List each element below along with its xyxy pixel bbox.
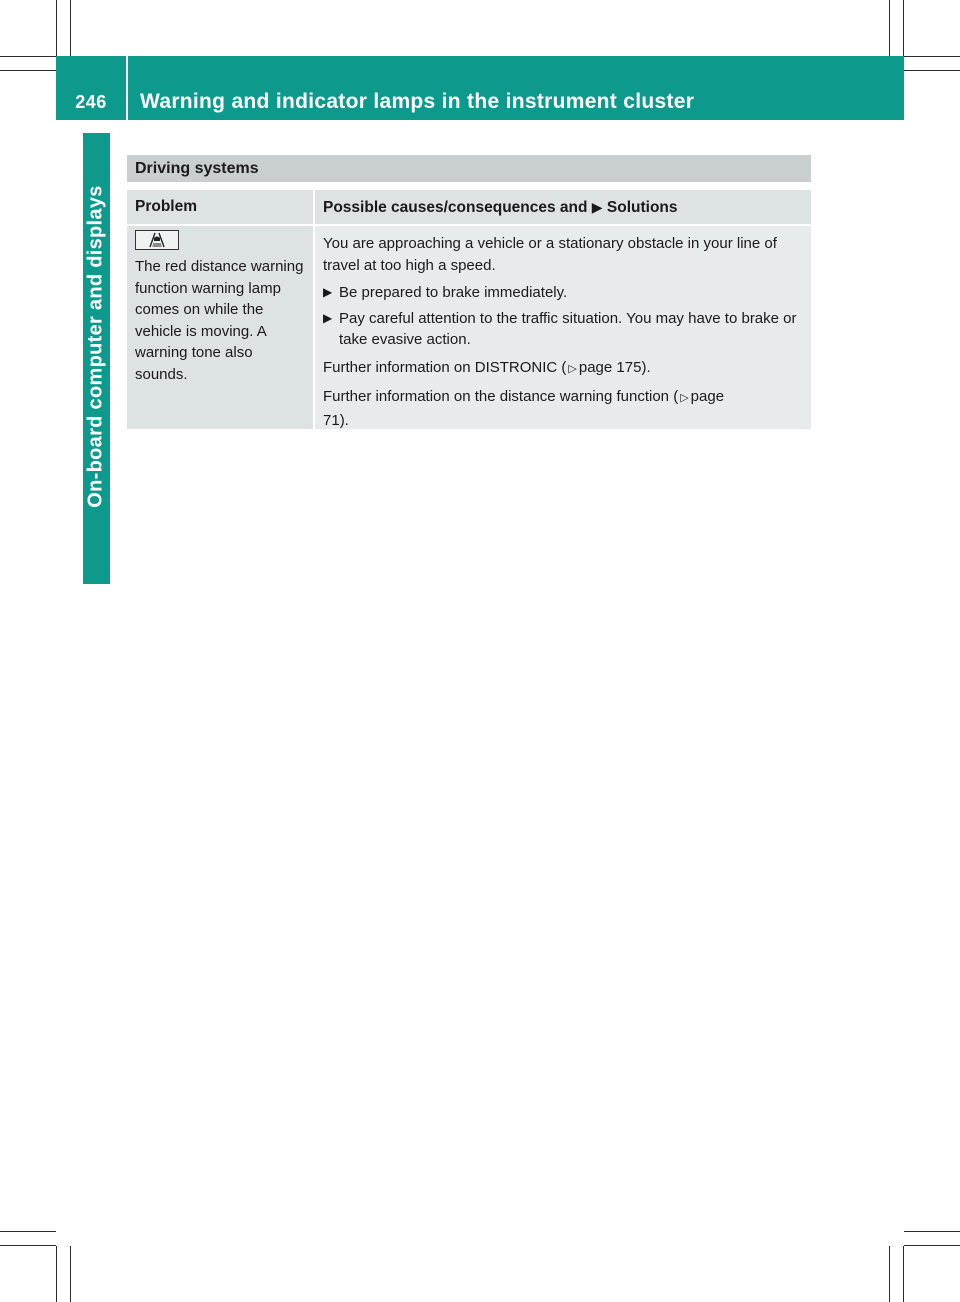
page-ref-arrow-icon: ▷ xyxy=(680,392,689,404)
column-header-solutions-suffix: Solutions xyxy=(606,199,678,216)
page-number: 246 xyxy=(75,92,107,112)
crop-mark xyxy=(903,0,904,56)
page-title: Warning and indicator lamps in the instrument cluster xyxy=(140,90,695,113)
action-arrow-icon: ▶ xyxy=(591,199,603,215)
list-item xyxy=(323,282,805,304)
table-cell-solutions xyxy=(315,226,811,429)
distance-warning-lamp-icon xyxy=(135,230,179,250)
problem-description: The red distance warning function warning lamp comes on while the vehicle is moving. A warning tone also sounds. xyxy=(135,258,304,383)
info-suffix: ). xyxy=(339,411,349,429)
table-cell-problem xyxy=(127,226,313,429)
crop-mark xyxy=(904,56,960,57)
info-prefix: Further information on the distance warning function ( xyxy=(323,388,679,405)
crop-mark xyxy=(904,1231,960,1232)
info-distance-warning xyxy=(323,386,805,431)
info-prefix: Further information on DISTRONIC ( xyxy=(323,358,567,376)
info-distronic xyxy=(323,357,805,381)
step-text: Pay careful attention to the traffic situation. You may have to brake or take evasive action. xyxy=(339,309,797,348)
action-arrow-icon: ▶ xyxy=(323,310,333,325)
cause-text: You are approaching a vehicle or a stationary obstacle in your line of travel at too high a speed. xyxy=(323,235,777,274)
crop-mark xyxy=(0,1245,56,1246)
crop-mark xyxy=(889,1246,890,1302)
step-text: Be prepared to brake immediately. xyxy=(339,284,568,301)
crop-mark xyxy=(70,1246,71,1302)
crop-mark xyxy=(889,0,890,56)
page-ref-arrow-icon: ▷ xyxy=(568,362,577,375)
crop-mark xyxy=(56,1246,57,1302)
page-reference-link[interactable]: page 175 xyxy=(578,358,642,376)
chapter-tab-label-wrap xyxy=(83,160,110,532)
page-reference-link[interactable]: page 71 xyxy=(323,388,725,429)
column-header-solutions xyxy=(315,190,811,224)
crop-mark xyxy=(0,1231,56,1232)
table-section-title: Driving systems xyxy=(127,155,811,182)
column-header-problem: Problem xyxy=(127,190,313,224)
crop-mark xyxy=(56,0,57,56)
crop-mark xyxy=(904,70,960,71)
crop-mark xyxy=(0,56,56,57)
info-suffix: ). xyxy=(641,358,651,376)
column-header-solutions-prefix: Possible causes/consequences and xyxy=(323,199,588,216)
crop-mark xyxy=(70,0,71,56)
crop-mark xyxy=(0,70,56,71)
crop-mark xyxy=(903,1246,904,1302)
page-header xyxy=(56,56,904,120)
action-arrow-icon: ▶ xyxy=(323,285,333,299)
chapter-tab-label: On-board computer and displays xyxy=(85,184,108,508)
header-divider xyxy=(126,56,128,120)
list-item xyxy=(323,308,805,351)
crop-mark xyxy=(904,1245,960,1246)
